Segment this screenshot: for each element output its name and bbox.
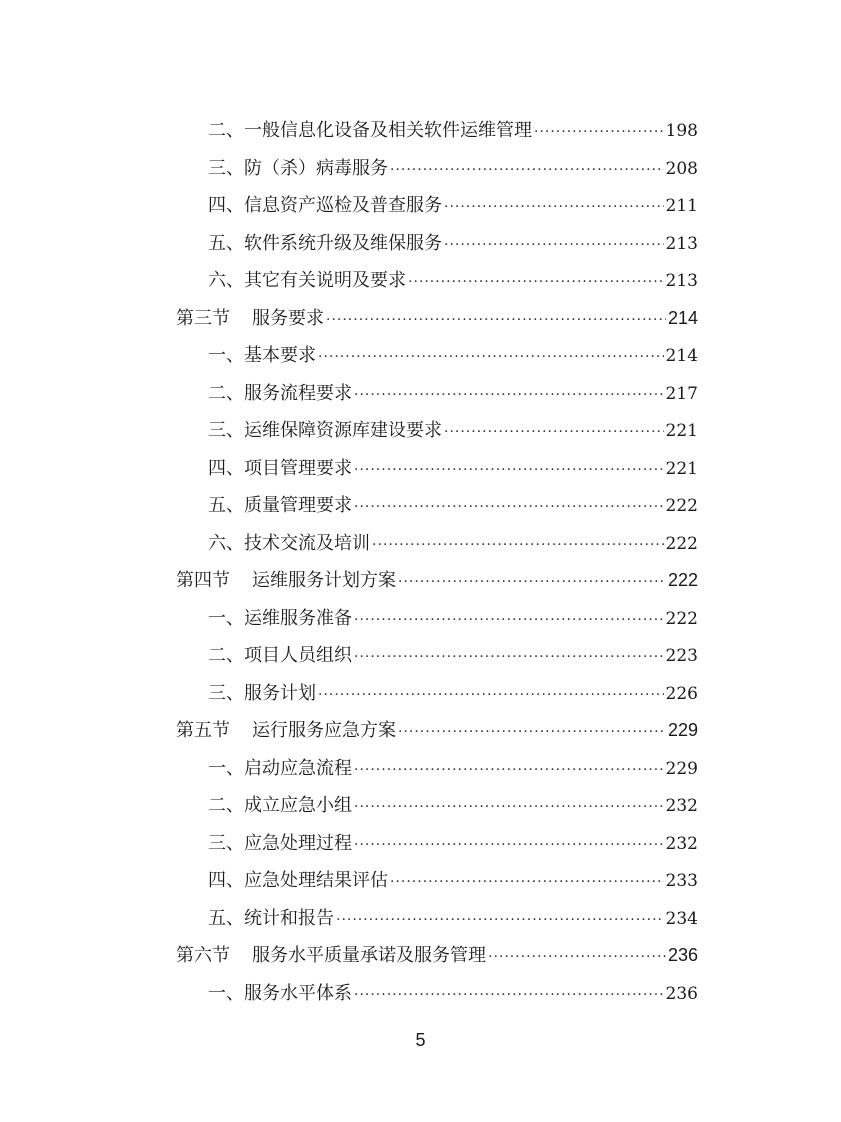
- toc-page-number: 213: [665, 271, 698, 291]
- toc-entry-text: 六、其它有关说明及要求: [208, 270, 406, 291]
- toc-entry[interactable]: [176, 787, 698, 825]
- toc-page-number: 233: [665, 871, 698, 891]
- toc-section-number: 第三节: [176, 307, 230, 329]
- toc-entry-title: [176, 562, 396, 600]
- toc-entry-text: 五、质量管理要求: [208, 495, 352, 516]
- toc-entry-text: 服务要求: [252, 307, 324, 329]
- toc-entry-title: [208, 375, 352, 413]
- toc-entry[interactable]: [176, 525, 698, 563]
- toc-page-number: 221: [665, 421, 698, 441]
- toc-entry[interactable]: [176, 900, 698, 938]
- toc-entry-title: [208, 787, 352, 825]
- toc-entry-title: [208, 975, 352, 1013]
- toc-entry-text: 二、服务流程要求: [208, 382, 352, 404]
- toc-entry-title: [208, 675, 316, 713]
- toc-section-entry[interactable]: [176, 562, 698, 600]
- toc-dot-leader: [354, 377, 664, 415]
- toc-entry-title: [208, 337, 316, 375]
- toc-page-number: 226: [665, 683, 698, 704]
- toc-page-number: 232: [665, 796, 698, 816]
- toc-dot-leader: [488, 939, 666, 977]
- toc-entry-text: 六、技术交流及培训: [208, 532, 370, 554]
- toc-page-number: 222: [665, 496, 698, 516]
- toc-page-number: 236: [667, 945, 698, 965]
- toc-entry-title: [208, 262, 406, 300]
- toc-entry[interactable]: [176, 487, 698, 525]
- toc-section-entry[interactable]: [176, 712, 698, 750]
- toc-entry[interactable]: [176, 112, 698, 150]
- toc-entry[interactable]: [176, 375, 698, 413]
- toc-dot-leader: [408, 264, 664, 302]
- toc-section-number: 第四节: [176, 570, 230, 591]
- page-number: 5: [415, 1030, 426, 1050]
- toc-page-number: 213: [665, 233, 698, 254]
- toc-entry-text: 二、成立应急小组: [208, 795, 352, 816]
- toc-entry-title: [176, 937, 486, 975]
- toc-entry-title: [208, 487, 352, 525]
- toc-entry-title: [176, 712, 396, 750]
- toc-entry[interactable]: [176, 750, 698, 788]
- toc-page-number: 211: [665, 196, 698, 216]
- toc-dot-leader: [444, 189, 664, 227]
- toc-section-entry[interactable]: [176, 937, 698, 975]
- table-of-contents: [176, 112, 698, 1012]
- toc-entry[interactable]: [176, 637, 698, 675]
- toc-entry-title: [208, 637, 352, 675]
- toc-page-number: 208: [665, 158, 698, 179]
- toc-entry-title: [208, 900, 334, 938]
- toc-entry-text: 三、防（杀）病毒服务: [208, 157, 388, 179]
- toc-section-number: 第六节: [176, 945, 230, 966]
- toc-entry-text: 四、信息资产巡检及普查服务: [208, 195, 442, 216]
- toc-entry[interactable]: [176, 450, 698, 488]
- toc-dot-leader: [398, 564, 666, 602]
- toc-entry-title: [208, 112, 532, 150]
- toc-entry-text: 四、项目管理要求: [208, 457, 352, 479]
- toc-dot-leader: [354, 639, 664, 677]
- toc-dot-leader: [354, 489, 664, 527]
- toc-entry[interactable]: [176, 337, 698, 375]
- toc-entry[interactable]: [176, 600, 698, 638]
- toc-dot-leader: [326, 302, 666, 340]
- toc-entry-text: 一、基本要求: [208, 345, 316, 366]
- toc-dot-leader: [398, 714, 666, 752]
- toc-page-number: 198: [665, 121, 698, 141]
- toc-page-number: 221: [665, 458, 698, 479]
- toc-page-number: 222: [665, 533, 698, 554]
- toc-entry[interactable]: [176, 187, 698, 225]
- toc-page-number: 223: [665, 646, 698, 666]
- toc-dot-leader: [372, 527, 664, 565]
- toc-entry[interactable]: [176, 862, 698, 900]
- toc-dot-leader: [390, 864, 664, 902]
- toc-entry-text: 三、应急处理过程: [208, 832, 352, 854]
- toc-dot-leader: [534, 114, 664, 152]
- toc-entry-title: [208, 225, 442, 263]
- toc-entry-title: [208, 450, 352, 488]
- toc-entry-text: 三、运维保障资源库建设要求: [208, 420, 442, 441]
- toc-dot-leader: [336, 902, 664, 940]
- toc-section-entry[interactable]: [176, 300, 698, 338]
- toc-entry-title: [208, 750, 352, 788]
- toc-page-number: 214: [665, 346, 698, 366]
- toc-dot-leader: [390, 152, 664, 190]
- toc-entry-text: 四、应急处理结果评估: [208, 870, 388, 891]
- toc-entry[interactable]: [176, 975, 698, 1013]
- toc-entry-title: [208, 150, 388, 188]
- toc-dot-leader: [318, 677, 664, 715]
- toc-entry[interactable]: [176, 225, 698, 263]
- toc-dot-leader: [354, 789, 664, 827]
- toc-page-number: 222: [665, 608, 698, 629]
- toc-entry-text: 一、运维服务准备: [208, 607, 352, 629]
- toc-entry-title: [208, 862, 388, 900]
- toc-dot-leader: [354, 827, 664, 865]
- toc-page-number: 222: [667, 570, 698, 590]
- toc-entry[interactable]: [176, 825, 698, 863]
- toc-entry-title: [176, 300, 324, 338]
- toc-page-number: 229: [667, 720, 698, 740]
- toc-entry[interactable]: [176, 262, 698, 300]
- toc-entry-text: 一、服务水平体系: [208, 982, 352, 1004]
- toc-entry[interactable]: [176, 675, 698, 713]
- toc-dot-leader: [444, 414, 664, 452]
- toc-section-number: 第五节: [176, 720, 230, 741]
- toc-entry[interactable]: [176, 150, 698, 188]
- toc-entry-text: 二、一般信息化设备及相关软件运维管理: [208, 120, 532, 141]
- toc-dot-leader: [354, 752, 664, 790]
- toc-entry-text: 二、项目人员组织: [208, 645, 352, 666]
- toc-dot-leader: [354, 602, 664, 640]
- toc-entry-text: 五、统计和报告: [208, 907, 334, 929]
- toc-dot-leader: [354, 452, 664, 490]
- toc-entry-title: [208, 600, 352, 638]
- toc-page-number: 234: [665, 908, 698, 929]
- toc-entry-text: 五、软件系统升级及维保服务: [208, 232, 442, 254]
- toc-dot-leader: [354, 977, 664, 1015]
- toc-entry[interactable]: [176, 412, 698, 450]
- toc-entry-text: 三、服务计划: [208, 682, 316, 704]
- toc-entry-text: 运维服务计划方案: [252, 570, 396, 591]
- toc-entry-title: [208, 187, 442, 225]
- toc-page-number: 214: [667, 307, 698, 328]
- toc-page-number: 217: [665, 383, 698, 404]
- toc-entry-title: [208, 825, 352, 863]
- toc-entry-title: [208, 525, 370, 563]
- toc-dot-leader: [318, 339, 664, 377]
- toc-dot-leader: [444, 227, 664, 265]
- toc-page-number: 236: [665, 983, 698, 1004]
- toc-entry-text: 服务水平质量承诺及服务管理: [252, 945, 486, 966]
- toc-entry-text: 运行服务应急方案: [252, 720, 396, 741]
- toc-page-number: 232: [665, 833, 698, 854]
- toc-entry-title: [208, 412, 442, 450]
- toc-page-number: 229: [665, 758, 698, 779]
- toc-entry-text: 一、启动应急流程: [208, 757, 352, 779]
